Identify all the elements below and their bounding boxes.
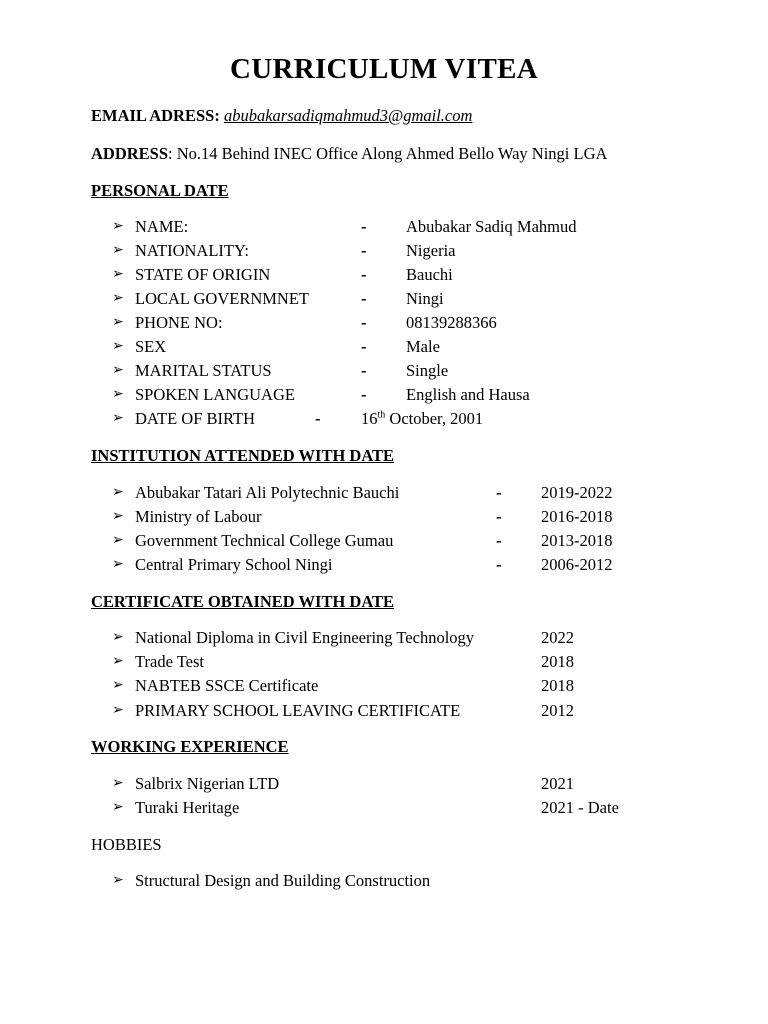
institution-date: 2013-2018 — [541, 531, 613, 550]
certificate-date: 2018 — [541, 676, 574, 695]
email-line — [91, 106, 472, 126]
certificate-name: NABTEB SSCE Certificate — [135, 676, 319, 695]
dob-value — [361, 408, 483, 430]
address-line — [91, 144, 607, 164]
bullet-arrow-icon: ➢ — [112, 703, 124, 718]
bullet-arrow-icon: ➢ — [112, 533, 124, 548]
certificate-date: 2022 — [541, 628, 574, 647]
certificate-row — [112, 627, 752, 649]
bullet-arrow-icon: ➢ — [112, 509, 124, 524]
address-label: ADDRESS — [91, 144, 169, 163]
personal-row-name — [112, 216, 752, 238]
personal-value: 08139288366 — [406, 313, 497, 332]
certificate-name: PRIMARY SCHOOL LEAVING CERTIFICATE — [135, 701, 461, 720]
certificate-row — [112, 651, 752, 673]
experience-heading: WORKING EXPERIENCE — [91, 737, 289, 756]
personal-label: STATE OF ORIGIN — [135, 265, 271, 284]
personal-separator: - — [361, 313, 367, 332]
institution-name: Government Technical College Gumau — [135, 531, 394, 550]
bullet-arrow-icon: ➢ — [112, 557, 124, 572]
personal-value: Bauchi — [406, 265, 453, 284]
personal-label: NAME: — [135, 217, 189, 236]
experience-name: Turaki Heritage — [135, 798, 240, 817]
experience-name: Salbrix Nigerian LTD — [135, 774, 280, 793]
institution-date: 2019-2022 — [541, 483, 613, 502]
personal-value: Nigeria — [406, 241, 456, 260]
institution-name: Ministry of Labour — [135, 507, 262, 526]
institution-row — [112, 506, 752, 528]
personal-separator: - — [361, 217, 367, 236]
bullet-arrow-icon: ➢ — [112, 339, 124, 354]
institution-row — [112, 554, 752, 576]
personal-row-state — [112, 264, 752, 286]
certificate-date: 2018 — [541, 652, 574, 671]
hobbies-heading: HOBBIES — [91, 835, 162, 854]
certificate-row — [112, 700, 752, 722]
experience-row — [112, 773, 752, 795]
dob-label: DATE OF BIRTH — [135, 409, 256, 428]
bullet-arrow-icon: ➢ — [112, 291, 124, 306]
certificate-name: Trade Test — [135, 652, 204, 671]
certificate-date: 2012 — [541, 701, 574, 720]
bullet-arrow-icon: ➢ — [112, 219, 124, 234]
dob-separator: - — [315, 409, 321, 428]
experience-date: 2021 - Date — [541, 798, 619, 817]
personal-label: SPOKEN LANGUAGE — [135, 385, 295, 404]
personal-separator: - — [361, 337, 367, 356]
personal-separator: - — [361, 361, 367, 380]
personal-row-phone — [112, 312, 752, 334]
personal-separator: - — [361, 289, 367, 308]
bullet-arrow-icon: ➢ — [112, 485, 124, 500]
bullet-arrow-icon: ➢ — [112, 678, 124, 693]
institutions-heading: INSTITUTION ATTENDED WITH DATE — [91, 446, 395, 465]
personal-row-lga — [112, 288, 752, 310]
personal-value: Ningi — [406, 289, 444, 308]
personal-data-heading: PERSONAL DATE — [91, 181, 229, 200]
bullet-arrow-icon: ➢ — [112, 630, 124, 645]
personal-separator: - — [361, 241, 367, 260]
dob-day-suffix: th — [377, 409, 386, 421]
personal-row-language — [112, 384, 752, 406]
personal-separator: - — [361, 265, 367, 284]
personal-row-nationality — [112, 240, 752, 262]
email-link[interactable]: abubakarsadiqmahmud3@gmail.com — [223, 106, 473, 125]
dob-rest: October, 2001 — [385, 409, 484, 428]
institution-row — [112, 482, 752, 504]
personal-label: PHONE NO: — [135, 313, 223, 332]
hobby-name: Structural Design and Building Construction — [135, 871, 431, 890]
bullet-arrow-icon: ➢ — [112, 315, 124, 330]
institution-separator: - — [496, 531, 502, 550]
personal-value: Male — [406, 337, 440, 356]
email-label: EMAIL ADRESS: — [91, 106, 220, 125]
personal-value: English and Hausa — [406, 385, 530, 404]
hobby-row — [112, 870, 752, 892]
certificates-heading: CERTIFICATE OBTAINED WITH DATE — [91, 592, 395, 611]
bullet-arrow-icon: ➢ — [112, 654, 124, 669]
bullet-arrow-icon: ➢ — [112, 873, 124, 888]
experience-row — [112, 797, 752, 819]
personal-label: LOCAL GOVERNMNET — [135, 289, 309, 308]
institution-row — [112, 530, 752, 552]
bullet-arrow-icon: ➢ — [112, 411, 124, 426]
institution-date: 2016-2018 — [541, 507, 613, 526]
cv-title: CURRICULUM VITEA — [230, 53, 538, 85]
bullet-arrow-icon: ➢ — [112, 267, 124, 282]
personal-label: SEX — [135, 337, 167, 356]
address-value: : No.14 Behind INEC Office Along Ahmed Bello Way Ningi LGA — [168, 144, 608, 163]
personal-row-marital — [112, 360, 752, 382]
personal-value: Abubakar Sadiq Mahmud — [406, 217, 577, 236]
bullet-arrow-icon: ➢ — [112, 243, 124, 258]
personal-label: NATIONALITY: — [135, 241, 249, 260]
bullet-arrow-icon: ➢ — [112, 776, 124, 791]
institution-name: Abubakar Tatari Ali Polytechnic Bauchi — [135, 483, 400, 502]
bullet-arrow-icon: ➢ — [112, 363, 124, 378]
institution-separator: - — [496, 555, 502, 574]
bullet-arrow-icon: ➢ — [112, 800, 124, 815]
experience-date: 2021 — [541, 774, 574, 793]
institution-separator: - — [496, 507, 502, 526]
institution-separator: - — [496, 483, 502, 502]
personal-label: MARITAL STATUS — [135, 361, 272, 380]
certificate-row — [112, 675, 752, 697]
institution-name: Central Primary School Ningi — [135, 555, 333, 574]
institution-date: 2006-2012 — [541, 555, 613, 574]
bullet-arrow-icon: ➢ — [112, 387, 124, 402]
personal-row-sex — [112, 336, 752, 358]
certificate-name: National Diploma in Civil Engineering Technology — [135, 628, 475, 647]
personal-value: Single — [406, 361, 449, 380]
personal-row-dob — [112, 408, 752, 430]
personal-separator: - — [361, 385, 367, 404]
dob-day: 16 — [361, 409, 378, 428]
